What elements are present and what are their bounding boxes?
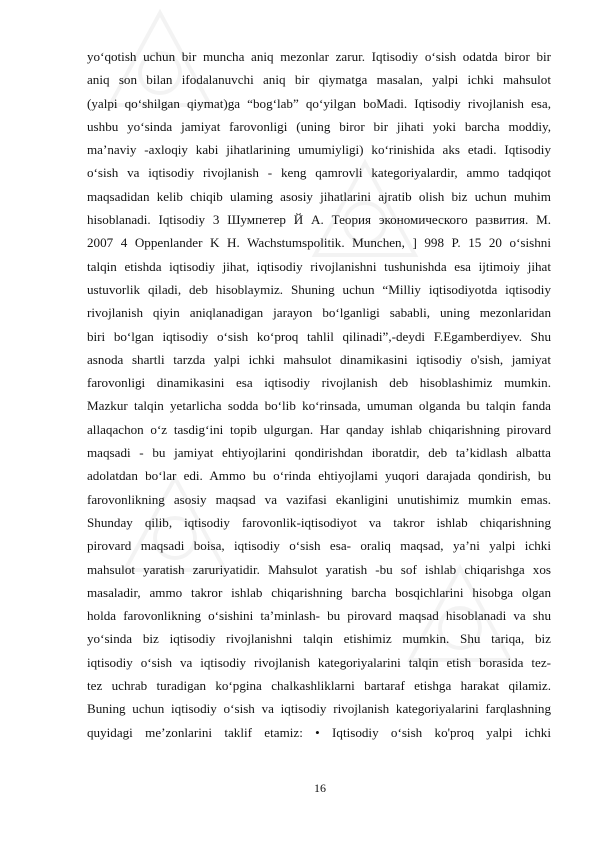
text-line: biri bo‘lgan iqtisodiy o‘sish ko‘proq tahlil qilinadi”,-deydi F.Egamberdiyev. Shu [87, 328, 551, 344]
text-line: o‘sish va iqtisodiy rivojlanish - keng qamrovli kategoriyalardir, ammo tadqiqot [87, 165, 551, 181]
text-line: farovonligi dinamikasini esa iqtisodiy rivojlanish deb hisoblashimiz mumkin. [87, 375, 551, 391]
body-paragraph [87, 45, 551, 744]
text-line: (yalpi qo‘shilgan qiymat)ga “bog‘lab” qo‘yilgan boMadi. Iqtisodiy rivojlanish esa, [87, 95, 551, 111]
text-line: hisoblanadi. Iqtisodiy 3 Шумпетер Й А. Теория экономического развития. М. [87, 212, 551, 228]
text-line: aniq son bilan ifodalanuvchi aniq bir qiymatga masalan, yalpi ichki mahsulot [87, 72, 551, 88]
page-number: 16 [314, 781, 326, 795]
text-line: asnoda shartli tarzda yalpi ichki mahsulot dinamikasini iqtisodiy o'sish, jamiyat [87, 351, 551, 367]
text-line: ustuvorlik qiladi, deb hisoblaymiz. Shuning uchun “Milliy iqtisodiyotda iqtisodiy [87, 281, 551, 297]
text-line: quyidagi me’zonlarini taklif etamiz: • Iqtisodiy o‘sish ko'proq yalpi ichki [87, 724, 551, 740]
text-line: Mazkur talqin yetarlicha sodda bo‘lib ko‘rinsada, umuman olganda bu talqin fanda [87, 398, 551, 414]
text-line: ushbu yo‘sinda jamiyat farovonligi (uning biror bir jihati yoki barcha moddiy, [87, 118, 551, 134]
text-line: talqin etishda iqtisodiy jihat, iqtisodiy rivojlanishni tushunishda esa ijtimoiy jihat [87, 258, 551, 274]
text-line: Shunday qilib, iqtisodiy farovonlik-iqtisodiyot va takror ishlab chiqarishning [87, 514, 551, 530]
text-line: Buning uchun iqtisodiy o‘sish va iqtisodiy rivojlanish kategoriyalarini farqlashning [87, 701, 551, 717]
text-line: yo‘qotish uchun bir muncha aniq mezonlar zarur. Iqtisodiy o‘sish odatda biror bir [87, 49, 551, 64]
text-line: yo‘sinda biz iqtisodiy rivojlanishni talqin etishimiz mumkin. Shu tariqa, biz [87, 631, 551, 647]
text-line: maqsadi - bu jamiyat ehtiyojlarini qondirishdan iboratdir, deb ta’kidlash albatta [87, 445, 551, 461]
text-line: holda farovonlikning o‘sishini ta’minlash- bu pirovard maqsad hisoblanadi va shu [87, 608, 551, 624]
text-line: masaladir, ammo takror ishlab chiqarishning barcha bosqichlarini hisobga olgan [87, 584, 551, 600]
text-line: tez uchrab turadigan ko‘pgina chalkashliklarni bartaraf etishga harakat qilamiz. [87, 678, 551, 694]
text-line: farovonlikning asosiy maqsad va vazifasi ekanligini unutishimiz mumkin emas. [87, 491, 551, 507]
text-line: 2007 4 Oppenlander K H. Wachstumspolitik. Munchen, ] 998 P. 15 20 o‘sishni [87, 235, 551, 251]
text-line: mahsulot yaratish zaruriyatidir. Mahsulot yaratish -bu sof ishlab chiqarishga xos [87, 561, 551, 577]
text-line: iqtisodiy o‘sish va iqtisodiy rivojlanish kategoriyalarini talqin etish borasida tez- [87, 654, 551, 670]
text-line: ma’naviy -axloqiy kabi jihatlarining umumiyligi) ko‘rinishida aks etadi. Iqtisodiy [87, 142, 551, 158]
text-line: pirovard maqsadi boisa, iqtisodiy o‘sish esa- oraliq maqsad, ya’ni yalpi ichki [87, 538, 551, 554]
text-line: rivojlanish qiyin aniqlanadigan jarayon bo‘lganligi sababli, uning mezonlaridan [87, 305, 551, 321]
text-line: adolatdan bo‘lar edi. Ammo bu o‘rinda ehtiyojlami yuqori darajada qondirish, bu [87, 468, 551, 484]
text-line: allaqachon o‘z tasdig‘ini topib ulgurgan. Har qanday ishlab chiqarishning pirovard [87, 421, 551, 437]
text-line: maqsadidan kelib chiqib ulaming asosiy jihatlarini ajratib olish biz uchun muhim [87, 188, 551, 204]
